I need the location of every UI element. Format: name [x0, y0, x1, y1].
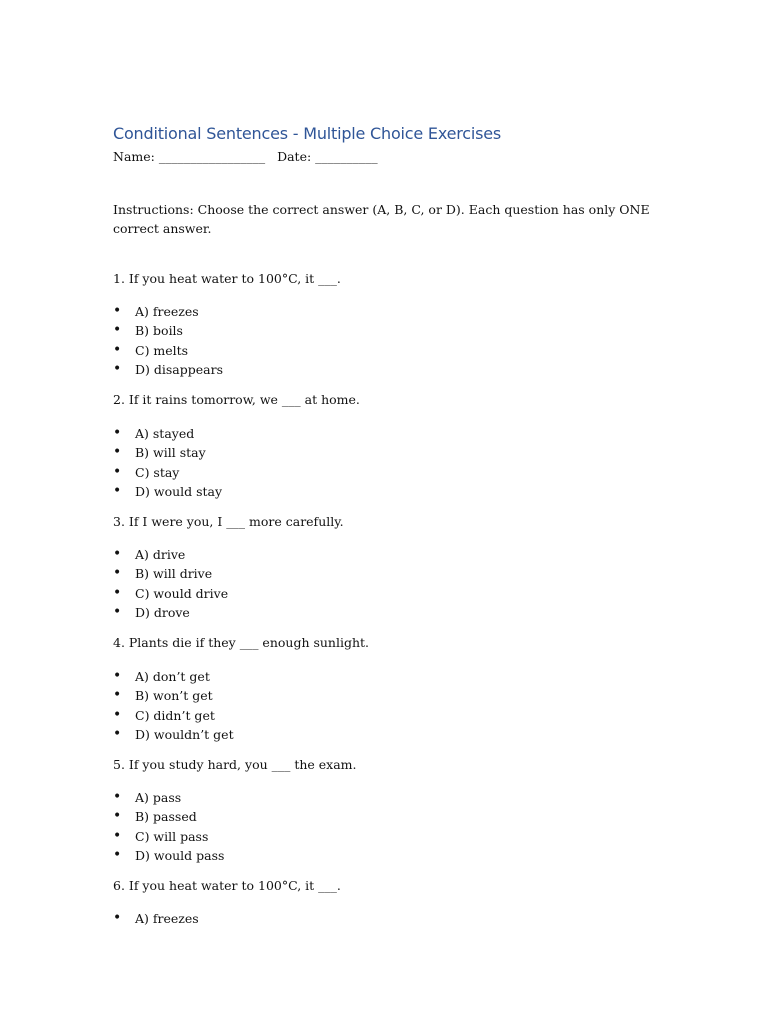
- option-4c: • C) didn’t get: [113, 706, 234, 725]
- option-5b: • B) passed: [113, 807, 224, 826]
- option-2d: • D) would stay: [113, 482, 222, 501]
- question-2: 2. If it rains tomorrow, we ___ at home.: [113, 392, 360, 407]
- date-field-label: Date: __________: [277, 149, 378, 164]
- question-5: 5. If you study hard, you ___ the exam.: [113, 757, 357, 772]
- bullet-icon: •: [113, 584, 122, 601]
- bullet-icon: •: [113, 789, 122, 805]
- bullet-icon: •: [113, 706, 122, 723]
- option-5d: • D) would pass: [113, 846, 224, 865]
- bullet-icon: •: [113, 463, 122, 480]
- bullet-icon: •: [113, 482, 122, 499]
- option-1a: • A) freezes: [113, 302, 223, 321]
- option-2c: • C) stay: [113, 463, 222, 482]
- question-4-options: [113, 667, 234, 744]
- bullet-icon: •: [113, 668, 122, 684]
- bullet-icon: •: [113, 910, 122, 926]
- option-1b: • B) boils: [113, 321, 223, 340]
- option-3b: • B) will drive: [113, 564, 228, 583]
- bullet-icon: •: [113, 341, 122, 358]
- instructions-text: Instructions: Choose the correct answer (A, B, C, or D). Each question has only ONE correct answer.: [113, 202, 650, 236]
- question-3-options: [113, 545, 228, 622]
- document-title: Conditional Sentences - Multiple Choice Exercises: [113, 124, 502, 143]
- bullet-icon: •: [113, 827, 122, 844]
- question-6-options: [113, 909, 199, 928]
- bullet-icon: •: [113, 687, 122, 704]
- question-6: 6. If you heat water to 100°C, it ___.: [113, 878, 341, 893]
- bullet-icon: •: [113, 546, 122, 562]
- option-3d: • D) drove: [113, 603, 228, 622]
- option-1c: • C) melts: [113, 341, 223, 360]
- option-5a: • A) pass: [113, 788, 224, 807]
- bullet-icon: •: [113, 303, 122, 319]
- question-1-options: [113, 302, 223, 379]
- option-6a: • A) freezes: [113, 909, 199, 928]
- bullet-icon: •: [113, 565, 122, 582]
- question-5-options: [113, 788, 224, 865]
- bullet-icon: •: [113, 725, 122, 742]
- name-field-label: Name: _________________: [113, 149, 266, 164]
- question-4: 4. Plants die if they ___ enough sunlight.: [113, 635, 370, 650]
- option-4d: • D) wouldn’t get: [113, 725, 234, 744]
- name-date-line: [113, 149, 378, 164]
- option-4b: • B) won’t get: [113, 686, 234, 705]
- bullet-icon: •: [113, 360, 122, 377]
- option-3a: • A) drive: [113, 545, 228, 564]
- bullet-icon: •: [113, 808, 122, 825]
- bullet-icon: •: [113, 444, 122, 461]
- option-5c: • C) will pass: [113, 827, 224, 846]
- bullet-icon: •: [113, 846, 122, 863]
- option-4a: • A) don’t get: [113, 667, 234, 686]
- option-3c: • C) would drive: [113, 584, 228, 603]
- option-2a: • A) stayed: [113, 424, 222, 443]
- question-3: 3. If I were you, I ___ more carefully.: [113, 514, 344, 529]
- option-2b: • B) will stay: [113, 443, 222, 462]
- option-1d: • D) disappears: [113, 360, 223, 379]
- bullet-icon: •: [113, 425, 122, 441]
- bullet-icon: •: [113, 322, 122, 339]
- bullet-icon: •: [113, 603, 122, 620]
- question-2-options: [113, 424, 222, 501]
- question-1: 1. If you heat water to 100°C, it ___.: [113, 271, 341, 286]
